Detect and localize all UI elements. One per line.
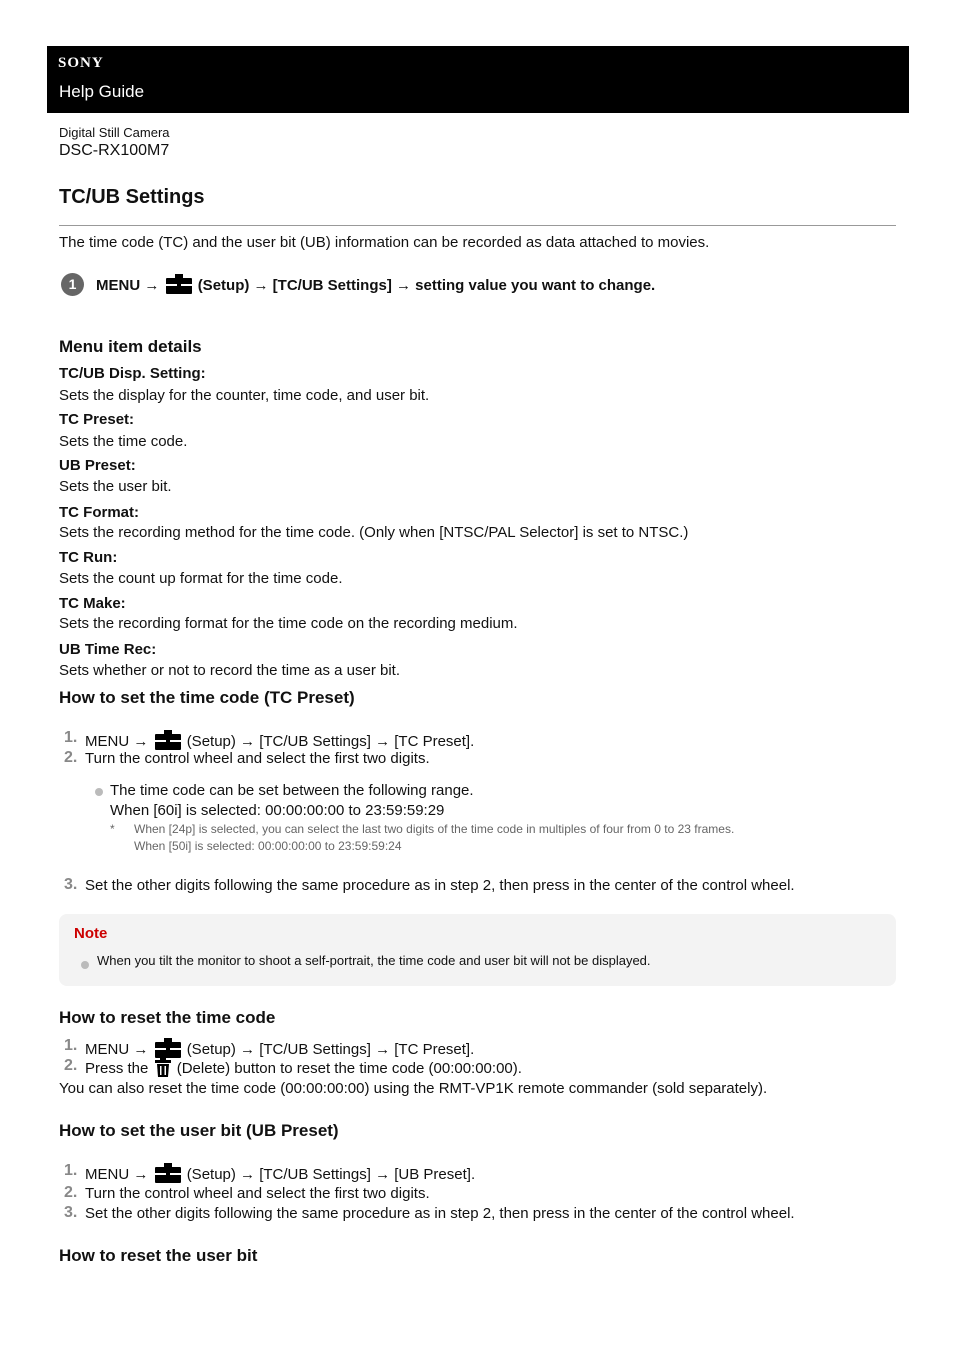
footnote-line-1: When [24p] is selected, you can select the last two digits of the time code in multiples of four from 0 to 23 frames. (134, 822, 735, 836)
step-text: (Delete) button to reset the time code (00:00:00:00). (176, 1060, 522, 1077)
step-1-menu: MENU → (96, 277, 160, 294)
reset-tc-heading: How to reset the time code (59, 1008, 276, 1027)
note-box (59, 914, 896, 986)
menu-item-desc: Sets the recording method for the time code. (Only when [NTSC/PAL Selector] is set to NTSC.) (59, 524, 689, 541)
bullet-dot-icon (81, 961, 89, 969)
setup-toolbox-icon (155, 1038, 181, 1058)
tc-preset-step-1 (85, 730, 474, 750)
ub-preset-step-1 (85, 1163, 475, 1183)
footnote-mark: * (110, 822, 115, 836)
product-model: DSC-RX100M7 (59, 142, 170, 159)
range-bullet-line-2: When [60i] is selected: 00:00:00:00 to 23:59:59:29 (110, 802, 445, 819)
step-menu-text: MENU → (85, 1041, 149, 1058)
product-category: Digital Still Camera (59, 125, 170, 140)
setup-toolbox-icon (166, 274, 192, 294)
menu-item-name: TC Preset: (59, 411, 135, 428)
menu-details-heading: Menu item details (59, 337, 202, 356)
tc-preset-step-2: Turn the control wheel and select the first two digits. (85, 750, 430, 767)
tc-preset-step-3: Set the other digits following the same procedure as in step 2, then press in the center of the control wheel. (85, 877, 795, 894)
menu-item-desc: Sets the time code. (59, 433, 188, 450)
bullet-dot-icon (95, 788, 103, 796)
step-rest-text: (Setup) → [TC/UB Settings] → [UB Preset]. (186, 1166, 476, 1183)
step-menu-text: MENU → (85, 733, 149, 750)
menu-item-desc: Sets the user bit. (59, 478, 172, 495)
step-number: 2. (64, 1057, 78, 1074)
step-rest-text: (Setup) → [TC/UB Settings] → [TC Preset]. (186, 733, 475, 750)
menu-item-desc: Sets the count up format for the time code. (59, 570, 343, 587)
menu-item-name: UB Preset: (59, 457, 136, 474)
reset-ub-heading: How to reset the user bit (59, 1246, 258, 1265)
step-number: 3. (64, 1204, 78, 1221)
intro-text: The time code (TC) and the user bit (UB) information can be recorded as data attached to movies. (59, 234, 710, 251)
footnote-line-2: When [50i] is selected: 00:00:00:00 to 23:59:59:24 (134, 839, 402, 853)
step-number: 2. (64, 1184, 78, 1201)
help-guide-title: Help Guide (59, 82, 145, 101)
ub-preset-heading: How to set the user bit (UB Preset) (59, 1121, 339, 1140)
menu-item-name: UB Time Rec: (59, 641, 157, 658)
tc-preset-heading: How to set the time code (TC Preset) (59, 688, 355, 707)
note-title: Note (74, 925, 108, 942)
reset-tc-extra: You can also reset the time code (00:00:00:00) using the RMT-VP1K remote commander (sold separately). (59, 1080, 768, 1097)
step-1-instruction (96, 274, 655, 294)
step-text: Press the (85, 1060, 149, 1077)
step-menu-text: MENU → (85, 1166, 149, 1183)
menu-item-name: TC Format: (59, 504, 139, 521)
menu-item-name: TC Run: (59, 549, 118, 566)
step-number: 1. (64, 729, 78, 746)
menu-item-name: TC/UB Disp. Setting: (59, 365, 206, 382)
step-number: 1. (64, 1037, 78, 1054)
setup-toolbox-icon (155, 1163, 181, 1183)
title-divider (59, 225, 896, 226)
ub-preset-step-2: Turn the control wheel and select the first two digits. (85, 1185, 430, 1202)
menu-item-desc: Sets whether or not to record the time as a user bit. (59, 662, 401, 679)
range-bullet-line-1: The time code can be set between the following range. (110, 782, 474, 799)
brand-logo: SONY (58, 55, 104, 71)
step-number: 1. (64, 1162, 78, 1179)
step-number: 3. (64, 876, 78, 893)
setup-toolbox-icon (155, 730, 181, 750)
step-1-rest: (Setup) → [TC/UB Settings] → setting value you want to change. (197, 277, 656, 294)
menu-item-desc: Sets the display for the counter, time code, and user bit. (59, 387, 430, 404)
reset-tc-step-1 (85, 1038, 474, 1058)
menu-item-name: TC Make: (59, 595, 126, 612)
note-text: When you tilt the monitor to shoot a self-portrait, the time code and user bit will not be displayed. (97, 953, 651, 968)
step-number-badge: 1 (61, 273, 84, 296)
header-bar (47, 46, 909, 113)
menu-item-desc: Sets the recording format for the time code on the recording medium. (59, 615, 518, 632)
delete-trash-icon (155, 1058, 171, 1077)
step-rest-text: (Setup) → [TC/UB Settings] → [TC Preset]. (186, 1041, 475, 1058)
page-title: TC/UB Settings (59, 186, 205, 208)
step-number: 2. (64, 749, 78, 766)
ub-preset-step-3: Set the other digits following the same procedure as in step 2, then press in the center of the control wheel. (85, 1205, 795, 1222)
reset-tc-step-2 (85, 1058, 522, 1077)
